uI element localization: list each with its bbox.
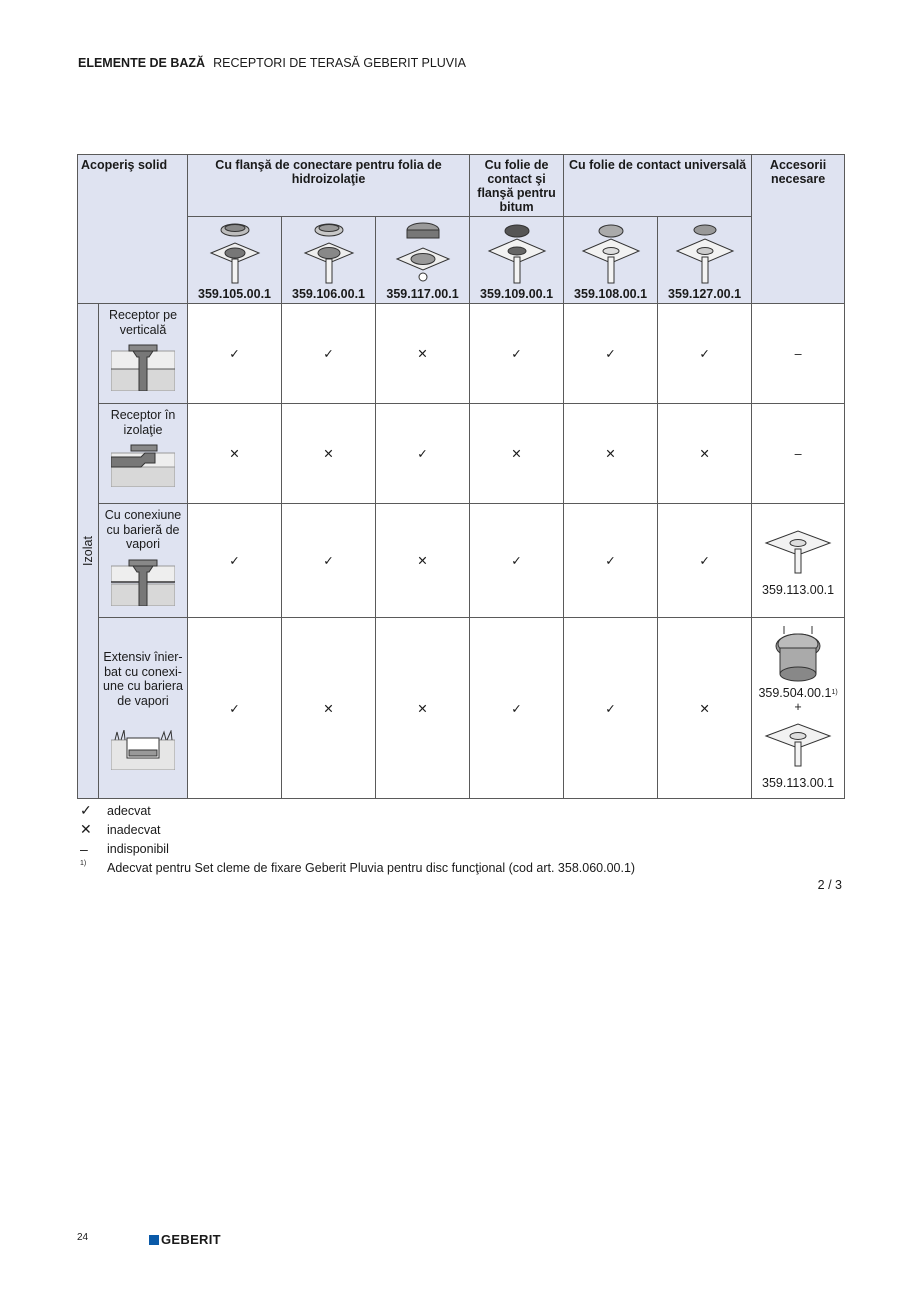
suitability-mark: ✓ (564, 504, 658, 618)
suitability-mark: ✕ (282, 404, 376, 504)
footnote-text: Adecvat pentru Set cleme de fixare Geberit Pluvia pentru disc funcţional (cod art. 358.060.00.1) (107, 860, 636, 875)
header-title: RECEPTORI DE TERASĂ GEBERIT PLUVIA (213, 56, 466, 70)
footnote-marker: 1) (80, 860, 87, 867)
suitability-matrix (77, 154, 844, 798)
suitability-mark: ✓ (470, 504, 564, 618)
product-cell (282, 217, 376, 304)
suitability-mark: ✓ (188, 618, 282, 799)
header-category: ELEMENTE DE BAZĂ (78, 56, 206, 70)
footnote-ref: 1) (831, 689, 838, 696)
product-code: 359.108.00.1 (574, 287, 648, 301)
vapour-barrier-drain-section-icon (111, 558, 175, 606)
suitability-mark: ✕ (564, 404, 658, 504)
legend-footnote (80, 858, 635, 877)
group-header-bitumen: Cu folie de contact şi flanşă pentru bitum (470, 155, 564, 217)
row-label: Cu conexiune cu barieră de vapori (104, 508, 182, 551)
side-label: Izolat (81, 536, 95, 566)
dash-icon: – (80, 840, 88, 857)
side-label-cell (78, 304, 99, 799)
accessory-plus: + (794, 700, 802, 714)
brand-name: GEBERIT (161, 1232, 221, 1247)
page-number: 24 (77, 1232, 89, 1243)
suitability-mark: ✕ (658, 618, 752, 799)
page-header (78, 56, 466, 70)
cross-icon: ✕ (80, 821, 92, 837)
suitability-mark: ✓ (470, 618, 564, 799)
product-cell (188, 217, 282, 304)
product-code: 359.109.00.1 (480, 287, 554, 301)
accessory-cell (752, 618, 845, 799)
row-label: Receptor pe verticală (108, 308, 178, 337)
roof-drain-universal-icon (581, 221, 641, 285)
suitability-mark: ✓ (188, 304, 282, 404)
accessory-none: – (752, 404, 845, 504)
group-header-flange: Cu flanşă de conectare pentru folia de hidroizolaţie (188, 155, 470, 217)
accessory-cell (752, 504, 845, 618)
vertical-drain-section-icon (111, 343, 175, 391)
product-cell (470, 217, 564, 304)
suitability-mark: ✕ (188, 404, 282, 504)
roof-drain-universal-icon (675, 221, 735, 285)
vapour-barrier-flange-icon (764, 525, 832, 577)
product-code: 359.105.00.1 (198, 287, 272, 301)
product-code: 359.106.00.1 (292, 287, 366, 301)
green-roof-drain-section-icon (111, 730, 175, 770)
product-code: 359.127.00.1 (668, 287, 742, 301)
brand-logo (149, 1232, 221, 1247)
accessory-code: 359.113.00.1 (762, 776, 835, 790)
roof-drain-insulated-icon (393, 221, 453, 285)
row-header (99, 404, 188, 504)
suitability-mark: ✓ (564, 618, 658, 799)
group-header-universal: Cu folie de contact universală (564, 155, 752, 217)
row-label: Extensiv înier-bat cu conexi-une cu bariera de vapori (103, 650, 183, 708)
row-header (99, 618, 188, 799)
page-count: 2 / 3 (817, 878, 842, 892)
suitability-mark: ✕ (470, 404, 564, 504)
suitability-mark: ✓ (282, 504, 376, 618)
product-cell (564, 217, 658, 304)
suitability-mark: ✕ (376, 618, 470, 799)
row-header (99, 504, 188, 618)
suitability-mark: ✓ (658, 304, 752, 404)
legend (80, 801, 635, 877)
accessories-header: Accesorii necesare (752, 155, 845, 304)
suitability-mark: ✓ (376, 404, 470, 504)
legend-text: indisponibil (107, 841, 169, 856)
roof-drain-bitumen-icon (487, 221, 547, 285)
insulation-drain-section-icon (111, 443, 175, 487)
product-cell (376, 217, 470, 304)
legend-item (80, 820, 635, 839)
accessory-code: 359.113.00.1 (762, 582, 835, 597)
accessory-code-text: 359.504.00.1 (758, 686, 832, 700)
brand-square-icon (149, 1235, 159, 1245)
check-icon: ✓ (80, 802, 92, 818)
suitability-mark: ✓ (564, 304, 658, 404)
roof-drain-flange-icon (205, 221, 265, 285)
legend-item (80, 839, 635, 858)
suitability-mark: ✓ (658, 504, 752, 618)
legend-item (80, 801, 635, 820)
suitability-mark: ✕ (376, 304, 470, 404)
accessory-none: – (752, 304, 845, 404)
roof-drain-flange-icon (299, 221, 359, 285)
row-header (99, 304, 188, 404)
suitability-mark: ✓ (470, 304, 564, 404)
corner-header: Acoperiş solid (78, 155, 188, 304)
accessory-code (752, 686, 844, 700)
legend-text: inadecvat (107, 822, 161, 837)
vapour-barrier-flange-icon (764, 720, 832, 770)
product-code: 359.117.00.1 (386, 287, 459, 301)
inspection-chamber-icon (768, 626, 828, 686)
suitability-mark: ✕ (376, 504, 470, 618)
product-cell (658, 217, 752, 304)
row-label: Receptor în izolaţie (110, 408, 176, 437)
suitability-mark: ✓ (282, 304, 376, 404)
suitability-mark: ✕ (282, 618, 376, 799)
suitability-mark: ✕ (658, 404, 752, 504)
legend-text: adecvat (107, 803, 151, 818)
suitability-mark: ✓ (188, 504, 282, 618)
